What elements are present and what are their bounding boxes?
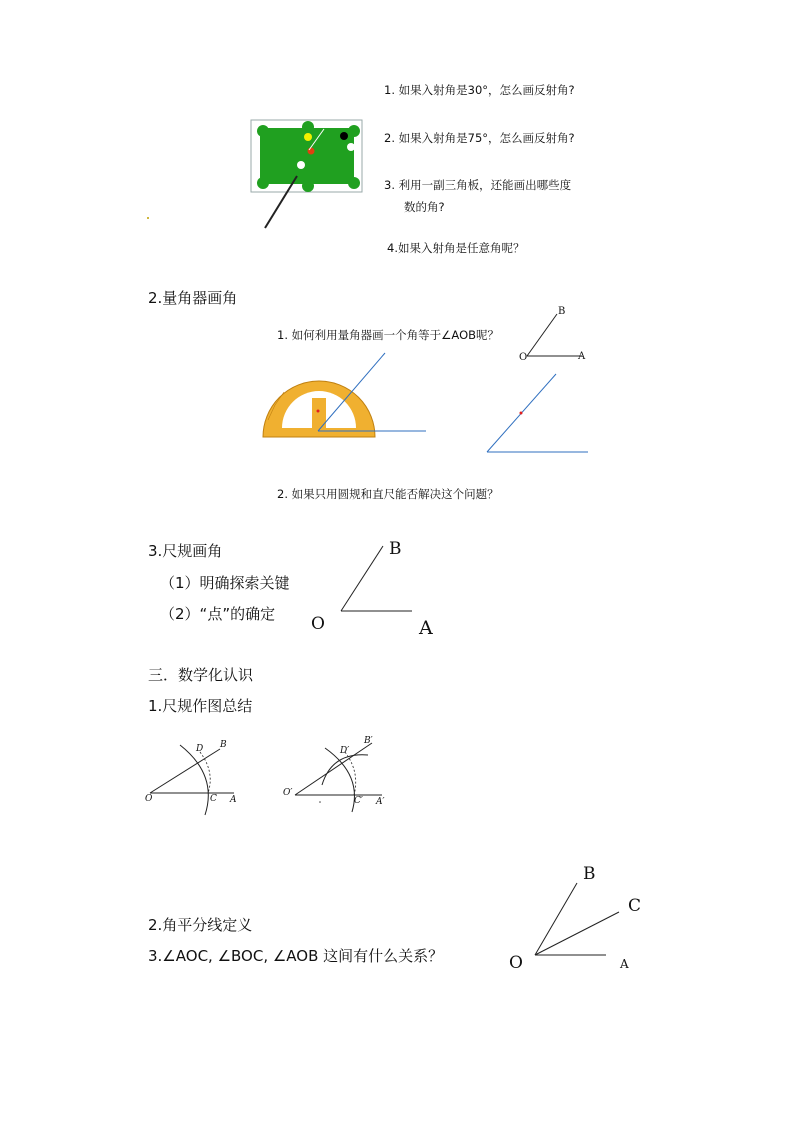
bisector-label-b: B <box>583 864 596 884</box>
large-angle-label-o: O <box>311 614 325 634</box>
protractor-question-2: 2. 如果只用圆规和直尺能否解决这个问题？ <box>277 487 499 501</box>
section-heading-protractor: 2.量角器画角 <box>148 289 238 307</box>
fig1-label-o: O <box>145 794 153 804</box>
large-angle-label-b: B <box>389 539 402 559</box>
fig1-label-c: C <box>210 794 217 804</box>
question-1: 1. 如果入射角是30°，怎么画反射角? <box>384 83 575 97</box>
question-3: 3. 利用一副三角板，还能画出哪些度 <box>384 178 572 192</box>
fig2-label-d: D′ <box>340 746 350 756</box>
bisector-label-c: C <box>628 896 642 916</box>
question-4: 4.如果入射角是任意角呢？ <box>387 241 525 255</box>
bisector-definition-heading: 2.角平分线定义 <box>148 916 253 934</box>
fig1-label-d: D <box>196 744 204 754</box>
fig1-label-b: B <box>220 740 227 750</box>
construction-summary-heading: 1.尺规作图总结 <box>148 697 253 715</box>
compass-item-1: （1）明确探索关键 <box>160 574 290 592</box>
small-angle-label-a: A <box>578 351 586 362</box>
question-2: 2. 如果入射角是75°，怎么画反射角? <box>384 131 575 145</box>
small-angle-label-o: O <box>519 352 528 363</box>
bisector-label-a: A <box>620 957 629 971</box>
compass-item-2: （2）“点”的确定 <box>160 605 276 623</box>
fig2-label-b: B′ <box>364 736 373 746</box>
large-angle-label-a: A <box>419 617 433 639</box>
question-3-continued: 数的角? <box>404 200 445 214</box>
section-heading-compass: 3.尺规画角 <box>148 542 223 560</box>
fig2-label-o: O′ <box>283 788 293 798</box>
fig2-label-a: A′ <box>376 797 385 807</box>
angle-relation-question: 3.∠AOC, ∠BOC, ∠AOB 这间有什么关系？ <box>148 947 444 965</box>
fig1-label-a: A <box>230 795 237 805</box>
small-angle-label-b: B <box>558 306 566 317</box>
part-3-heading: 三．数学化认识 <box>148 666 254 684</box>
fig2-label-c: C′ <box>354 796 363 806</box>
protractor-question-1: 1. 如何利用量角器画一个角等于∠AOB呢？ <box>277 328 500 342</box>
bisector-label-o: O <box>509 953 523 973</box>
